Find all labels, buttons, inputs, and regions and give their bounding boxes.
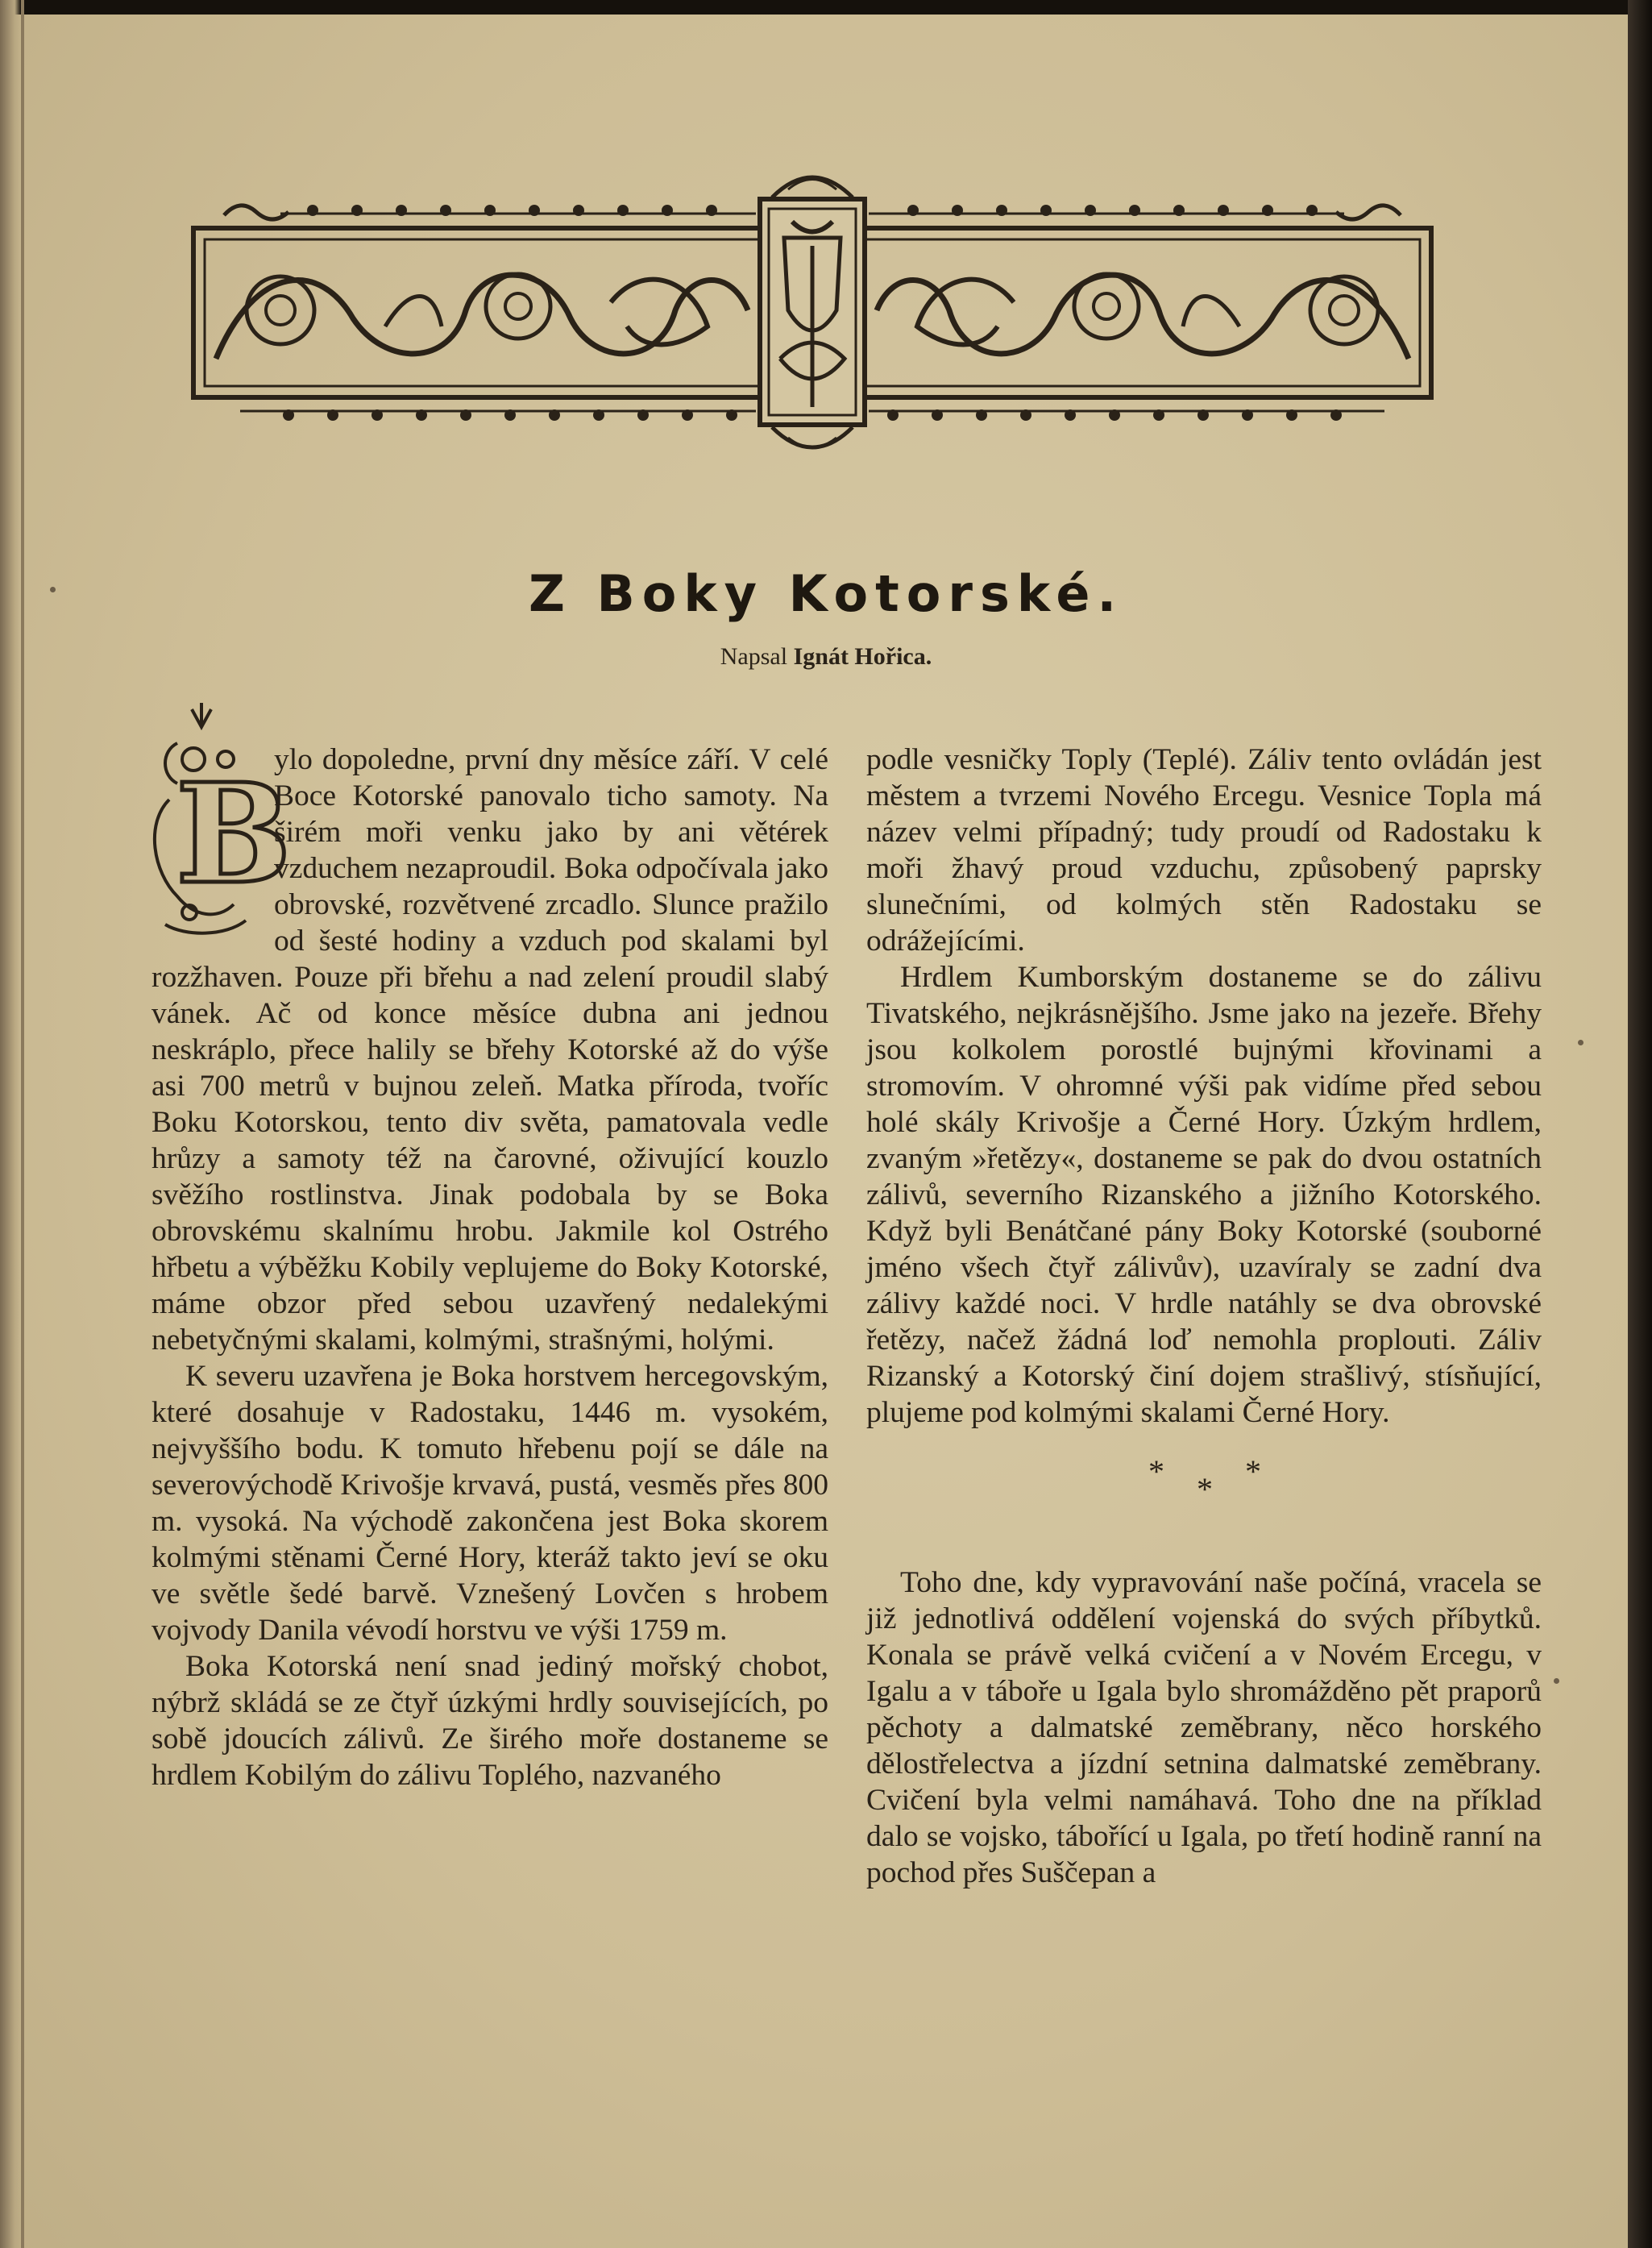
paragraph-1 [152, 742, 828, 1358]
header-ornament [192, 165, 1433, 488]
paragraph-1-text: ylo dopoledne, první dny měsíce září. V celé Boce Kotorské panovalo ticho samoty. Na širém moři venku jako by ani větérek vzduchem nezaproudil. Boka odpočívala jako obrovské, rozvětvené zrcadlo. Slunce pražilo od šesté hodiny a vzduch pod skalami byl rozžhaven. Pouze při břehu a nad zelení proudil slabý vánek. Ač od konce měsíce dubna ani jednou neskráplo, přece halily se břehy Kotorské až do výše asi 700 metrů v bujnou zeleň. Matka příroda, tvoříc Boku Kotorskou, tento div světa, pamatovala vedle hrůzy a samoty též na čarovné, oživující kouzlo svěžího rostlinstva. Jinak podobala by se Boka obrovskému skalnímu hrobu. Jakmile kol Ostrého hřbetu a výběžku Kobily veplujeme do Boky Kotorské, máme obzor před sebou uzavřený nedalekými nebetyčnými skalami, kolmými, strašnými, holými. [152, 743, 828, 1357]
margin-speck [1554, 1678, 1559, 1684]
paragraph-5: Hrdlem Kumborským dostaneme se do zálivu Tivatského, nejkrásnějšího. Jsme jako na jezeře. Břehy jsou kolkolem porostlé bujnými křovinami a stromovím. V ohromné výši pak vidíme před sebou holé skály Krivošje a Černé Hory. Úzkým hrdlem, zvaným »řetězy«, dostaneme se pak do dvou ostatních zálivů, severního Rizanského a jižního Kotorského. Když byli Benátčané pány Boky Kotorské (souborné jméno všech čtyř zálivův), uzavíraly se zadní dva zálivy každé noci. V hrdle natáhly se dva obrovské řetězy, načež žádná loď nemohla proplouti. Záliv Rizanský a Kotorský činí dojem strašlivý, stísňující, plujeme pod kolmými skalami Černé Hory. [866, 961, 1542, 1429]
paragraph-2: K severu uzavřena je Boka horstvem hercegovským, které dosahuje v Radostaku, 1446 m. vysokém, nejvyššího bodu. K tomuto hřebenu pojí se dále na severovýchodě Krivošje krvavá, pustá, vesměs přes 800 m. vysoká. Na východě zakončena jest Boka skorem kolmými stěnami Černé Hory, kteráž takto jeví se oku ve světle šedé barvě. Vznešený Lovčen s hrobem vojvody Danila vévodí horstvu ve výši 1759 m. [152, 1360, 828, 1647]
separator-star-3: * [1245, 1453, 1261, 1490]
separator-star-2: * [1197, 1471, 1213, 1507]
byline-prefix: Napsal [720, 643, 788, 670]
svg-text:B: B [176, 754, 292, 915]
section-separator [866, 1453, 1542, 1508]
article-byline [0, 643, 1652, 671]
paragraph-3: Boka Kotorská není snad jediný mořský chobot, nýbrž skládá se ze čtyř úzkými hrdly souvisejících, po sobě jdoucích zálivů. Ze širého moře dostaneme se hrdlem Kobilým do zálivu Toplého, nazvaného [152, 1650, 828, 1792]
separator-star-1: * [1148, 1453, 1164, 1490]
ornamental-dropcap [145, 695, 292, 946]
page-spine-line [21, 0, 24, 2248]
paragraph-6: Toho dne, kdy vypravování naše počíná, vracela se již jednotlivá oddělení vojenská do svých příbytků. Konala se právě velká cvičení a v Novém Ercegu, v Igalu a v táboře u Igala bylo shromážděno pět praporů pěchoty a dalmatské zeměbrany, něco horského dělostřelectva a jízdní setnina dalmatské zeměbrany. Cvičení byla velmi namáhavá. Toho dne na příklad dalo se vojsko, tábořící u Igala, po třetí hodině ranní na pochod přes Suščepan a [866, 1566, 1542, 1889]
paragraph-4: podle vesničky Toply (Teplé). Záliv tento ovládán jest městem a tvrzemi Nového Ercegu. Vesnice Topla má název velmi případný; tudy proudí od Radostaku k moři žhavý proud vzduchu, způsobený paprsky slunečními, od kolmých stěn Radostaku se odrážejícími. [866, 743, 1542, 958]
right-column [866, 742, 1542, 1891]
margin-speck [1578, 1040, 1584, 1045]
byline-author: Ignát Hořica. [793, 643, 932, 670]
margin-speck [50, 587, 56, 592]
article-title: Z Boky Kotorské. [528, 564, 1124, 623]
left-column [152, 742, 828, 1793]
page-left-edge [0, 0, 21, 2248]
top-dark-border [0, 0, 1652, 15]
right-dark-border [1628, 0, 1652, 2248]
